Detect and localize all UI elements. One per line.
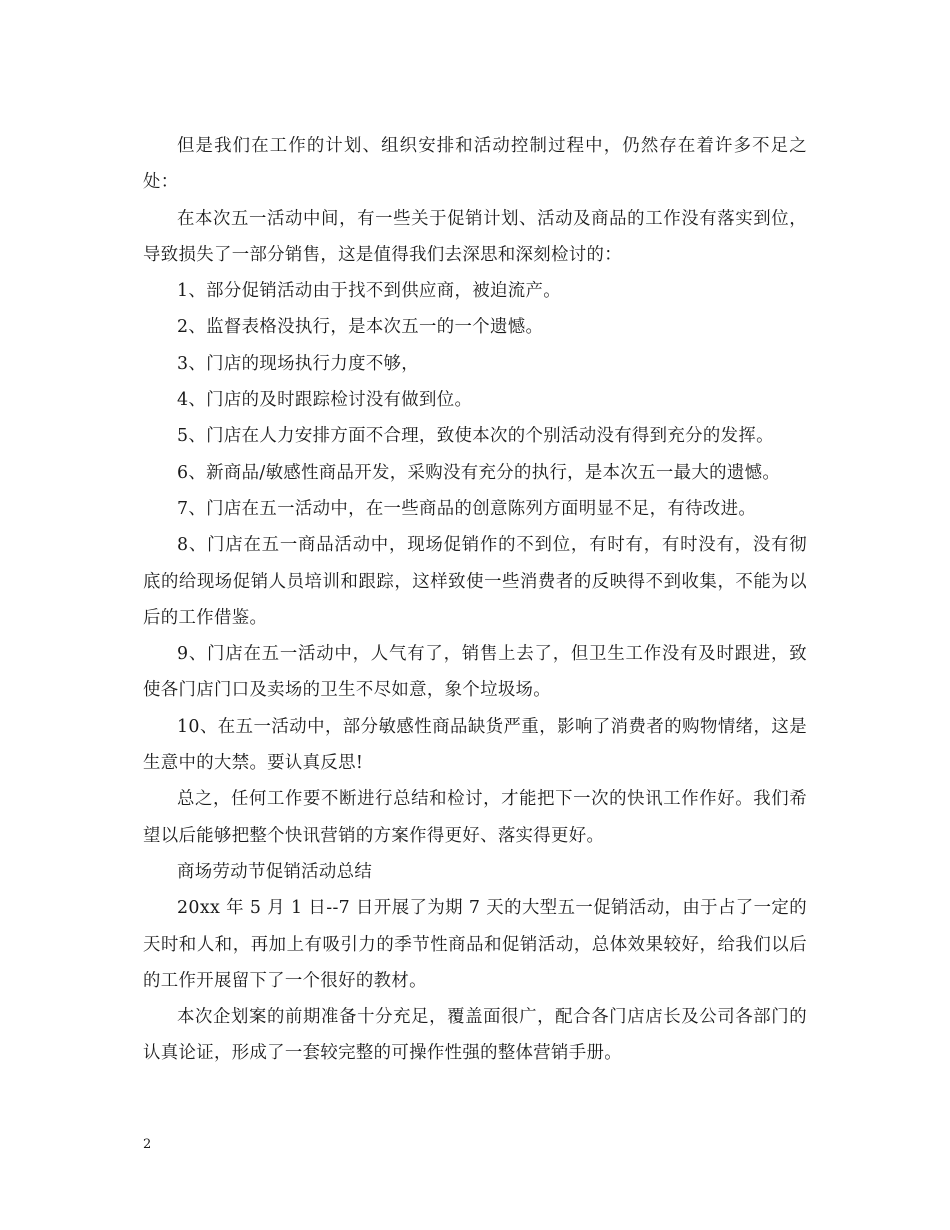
- list-item-4: 4、门店的及时跟踪检讨没有做到位。: [177, 390, 473, 411]
- list-item-10: 10、在五一活动中，部分敏感性商品缺货严重，影响了消费者的购物情绪，这是生意中的大禁。要认真反思!: [143, 716, 807, 774]
- list-item-1: 1、部分促销活动由于找不到供应商，被迫流产。: [177, 281, 561, 302]
- list-item-7: 7、门店在五一活动中，在一些商品的创意陈列方面明显不足，有待改进。: [177, 498, 757, 519]
- list-item-5: 5、门店在人力安排方面不合理，致使本次的个别活动没有得到充分的发挥。: [177, 426, 774, 447]
- list-item-9: 9、门店在五一活动中，人气有了，销售上去了，但卫生工作没有及时跟进，致使各门店门口及卖场的卫生不尽如意，象个垃圾场。: [143, 644, 807, 701]
- section-heading: 商场劳动节促销活动总结: [177, 861, 373, 882]
- list-item-2: 2、监督表格没执行，是本次五一的一个遗憾。: [177, 317, 544, 338]
- document-body: [143, 128, 807, 1072]
- paragraph-intro: 但是我们在工作的计划、组织安排和活动控制过程中，仍然存在着许多不足之处：: [143, 136, 807, 193]
- paragraph-preparation: 本次企划案的前期准备十分充足，覆盖面很广，配合各门店店长及公司各部门的认真论证，形成了一套较完整的可操作性强的整体营销手册。: [143, 1007, 807, 1064]
- paragraph-summary: 20xx 年 5 月 1 日--7 日开展了为期 7 天的大型五一促销活动，由于占了一定的天时和人和，再加上有吸引力的季节性商品和促销活动，总体效果较好，给我们以后的工作开展留下了一个很好的教材。: [143, 898, 807, 991]
- page-number: 2: [143, 1137, 152, 1152]
- list-item-8: 8、门店在五一商品活动中，现场促销作的不到位，有时有，有时没有，没有彻底的给现场促销人员培训和跟踪，这样致使一些消费者的反映得不到收集，不能为以后的工作借鉴。: [143, 535, 807, 628]
- list-item-6: 6、新商品/敏感性商品开发，采购没有充分的执行，是本次五一最大的遗憾。: [177, 462, 781, 483]
- paragraph-conclusion: 总之，任何工作要不断进行总结和检讨，才能把下一次的快讯工作作好。我们希望以后能够把整个快讯营销的方案作得更好、落实得更好。: [143, 789, 807, 846]
- list-item-3: 3、门店的现场执行力度不够，: [177, 353, 420, 374]
- paragraph-context: 在本次五一活动中间，有一些关于促销计划、活动及商品的工作没有落实到位，导致损失了一部分销售，这是值得我们去深思和深刻检讨的：: [143, 208, 807, 265]
